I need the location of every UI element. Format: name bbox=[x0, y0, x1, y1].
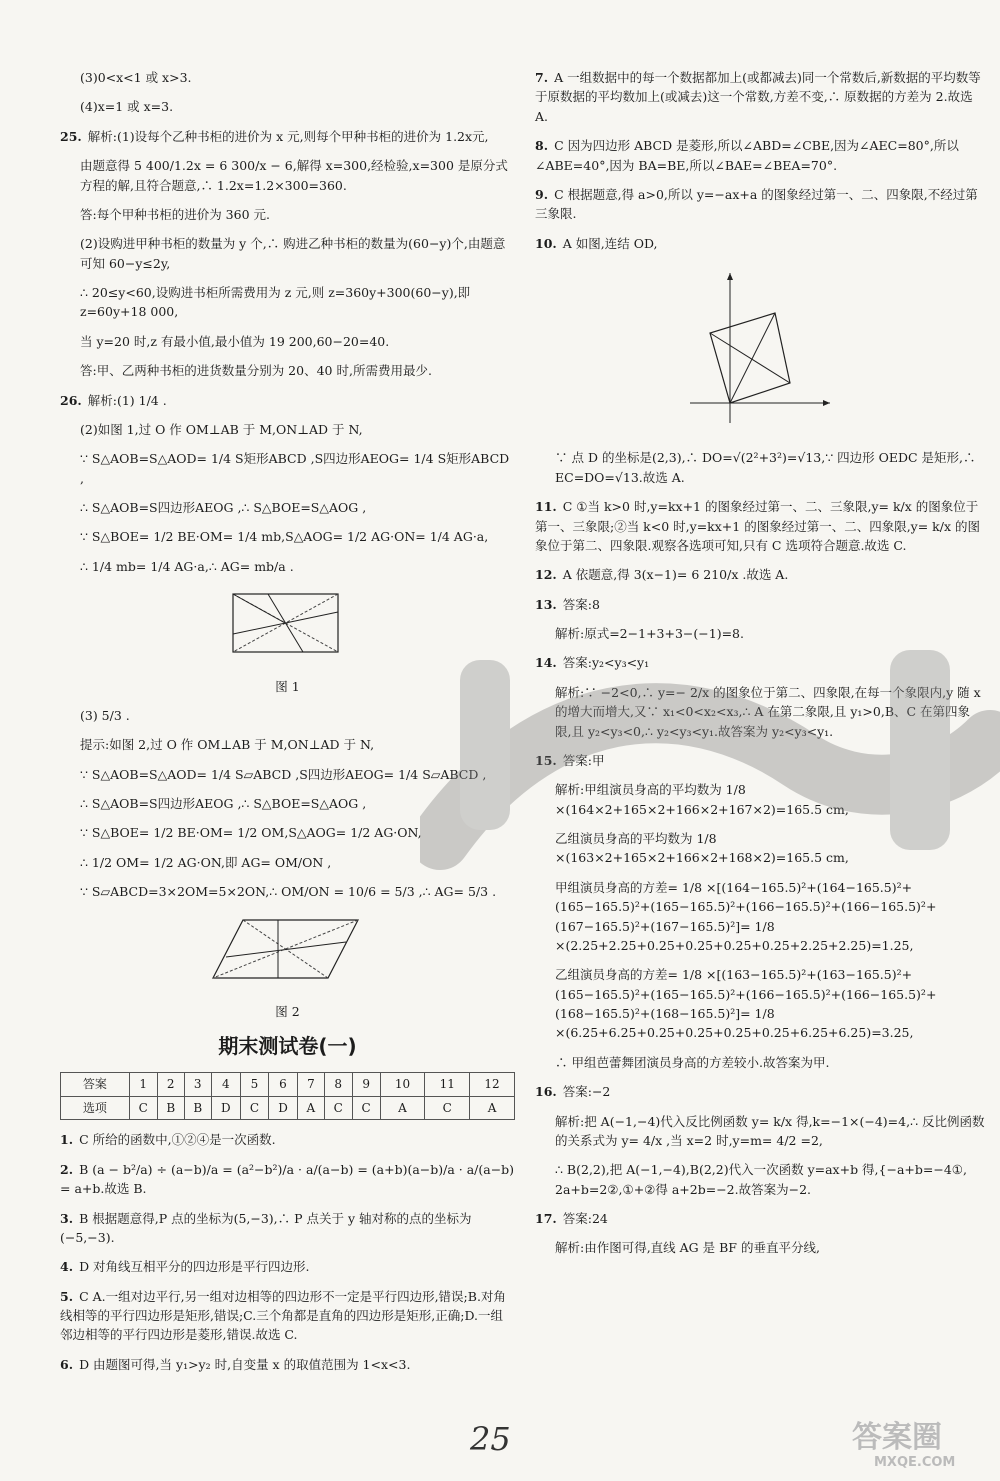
table-row bbox=[61, 1096, 515, 1120]
list-item bbox=[535, 497, 985, 555]
text-line: ∴ B(2,2),把 A(−1,−4),B(2,2)代入一次函数 y=ax+b 得,{−a+b=−4①, 2a+b=2②,①+②得 a+2b=−2.故答案为−2. bbox=[555, 1162, 967, 1197]
list-item bbox=[60, 1130, 515, 1149]
table-cell: D bbox=[268, 1096, 297, 1120]
text-line: 答案:24 bbox=[562, 1211, 608, 1226]
text-line: 解析:∵ −2<0,∴ y=− 2/x 的图象位于第二、四象限,在每一个象限内,y 随 x 的增大而增大,又∵ x₁<0<x₂<x₃,∴ A 在第二象限,且 y₁>0,B、C 在第四象限,且 y₂<y₃<0,∴ y₂<y₃<y₁.故答案为 y₂<y₃<y₁. bbox=[555, 684, 981, 739]
question-number: 11. bbox=[535, 499, 557, 515]
table-cell: 6 bbox=[268, 1073, 297, 1097]
text-line: 当 y=20 时,z 有最小值,最小值为 19 200,60−20=40. bbox=[80, 333, 390, 349]
text-line: (3) 5/3 . bbox=[80, 707, 130, 723]
text-line: 答:甲、乙两种书柜的进货数量分别为 20、40 时,所需费用最少. bbox=[80, 363, 432, 379]
table-cell: 7 bbox=[298, 1073, 325, 1097]
text-line: C A.一组对边平行,另一组对边相等的四边形不一定是平行四边形,错误;B.对角线相等的平行四边形是矩形,错误;C.三个角都是直角的四边形是矩形,正确;D.一组邻边相等的平行四边形是菱形,错误.故选 C. bbox=[60, 1288, 506, 1343]
text-line: 答案:8 bbox=[562, 596, 600, 612]
text-line: 解析:由作图可得,直线 AG 是 BF 的垂直平分线, bbox=[555, 1240, 820, 1256]
question-number: 14. bbox=[535, 655, 557, 671]
left-column bbox=[60, 68, 515, 1384]
text-line: C 因为四边形 ABCD 是菱形,所以∠ABD=∠CBE,因为∠AEC=80°,所以∠ABE=40°,因为 BA=BE,所以∠BAE=∠BEA=70°. bbox=[535, 138, 959, 173]
list-item bbox=[60, 1287, 515, 1345]
text-line: A 如图,连结 OD, bbox=[562, 235, 658, 251]
text-line: 解析:把 A(−1,−4)代入反比例函数 y= k/x 得,k=−1×(−4)=4,∴ 反比例函数的关系式为 y= 4/x ,当 x=2 时,y=m= 4/2 =2, bbox=[555, 1113, 985, 1148]
figure-2-caption: 图 2 bbox=[275, 1003, 300, 1019]
question-number: 8. bbox=[535, 138, 549, 154]
table-cell: D bbox=[211, 1096, 240, 1120]
list-item bbox=[60, 1355, 515, 1374]
text-line: 答案:甲 bbox=[562, 752, 605, 768]
question-number: 25. bbox=[60, 128, 82, 144]
text-line: ∴ 1/4 mb= 1/4 AG·a,∴ AG= mb/a . bbox=[80, 558, 294, 574]
question-number: 6. bbox=[60, 1356, 74, 1372]
text-line: D 由题图可得,当 y₁>y₂ 时,自变量 x 的取值范围为 1<x<3. bbox=[79, 1356, 411, 1372]
text-line: 解析:原式=2−1+3+3−(−1)=8. bbox=[555, 626, 744, 641]
text-line: C 所给的函数中,①②④是一次函数. bbox=[79, 1132, 276, 1148]
text-line: (2)设购进甲种书柜的数量为 y 个,∴ 购进乙种书柜的数量为(60−y)个,由题意可知 60−y≤2y, bbox=[80, 236, 506, 271]
table-cell: C bbox=[240, 1096, 268, 1120]
question-number: 26. bbox=[60, 392, 82, 408]
text-line: ∴ 甲组芭蕾舞团演员身高的方差较小.故答案为甲. bbox=[555, 1054, 830, 1070]
text-line: 解析:(1) 1/4 . bbox=[87, 392, 167, 408]
question-number: 12. bbox=[535, 567, 557, 583]
logo-subtext: MXQE.COM bbox=[874, 1455, 956, 1470]
list-item bbox=[535, 234, 985, 253]
question-number: 16. bbox=[535, 1084, 557, 1100]
question-number: 17. bbox=[535, 1211, 557, 1226]
table-cell: 8 bbox=[324, 1073, 352, 1097]
table-cell: C bbox=[324, 1096, 352, 1120]
logo-text: 答案圈 bbox=[852, 1420, 942, 1455]
figure-q10-coordinate bbox=[535, 263, 985, 438]
list-item bbox=[535, 68, 985, 126]
text-line: B (a − b²/a) ÷ (a−b)/a = (a²−b²)/a · a/(a−b) = (a+b)(a−b)/a · a/(a−b) = a+b.故选 B. bbox=[60, 1161, 515, 1197]
site-logo bbox=[844, 1411, 984, 1471]
table-cell: A bbox=[380, 1096, 425, 1120]
table-cell: 12 bbox=[470, 1073, 515, 1097]
question-number: 15. bbox=[535, 752, 557, 768]
list-item bbox=[535, 185, 985, 224]
text-line: ∵ S▱ABCD=3×2OM=5×2ON,∴ OM/ON = 10/6 = 5/3 ,∴ AG= 5/3 . bbox=[80, 884, 497, 900]
table-cell: 5 bbox=[240, 1073, 268, 1097]
text-line: ∴ 1/2 OM= 1/2 AG·ON,即 AG= OM/ON , bbox=[80, 854, 332, 870]
table-row bbox=[61, 1073, 515, 1097]
table-header: 选项 bbox=[61, 1096, 130, 1120]
text-line: 甲组演员身高的方差= 1/8 ×[(164−165.5)²+(164−165.5)²+(165−165.5)²+(165−165.5)²+(166−165.5)²+(166−165.5)²+(167−165.5)²+(167−165.5)²]= 1/8 ×(2.25+2.25+0.25+0.25+0.25+0.25+2.25+2.25)=1.25, bbox=[555, 879, 937, 953]
question-number: 5. bbox=[60, 1288, 74, 1304]
table-cell: 1 bbox=[129, 1073, 157, 1097]
text-line: A 一组数据中的每一个数据都加上(或都减去)同一个常数后,新数据的平均数等于原数据的平均数加上(或减去)这一个常数,方差不变,∴ 原数据的方差为 2.故选 A. bbox=[535, 70, 981, 124]
table-cell: C bbox=[425, 1096, 470, 1120]
figure-1-rectangle bbox=[60, 586, 515, 666]
question-26 bbox=[60, 391, 515, 1022]
text-line: 由题意得 5 400/1.2x = 6 300/x − 6,解得 x=300,经检验,x=300 是原分式方程的解,且符合题意,∴ 1.2x=1.2×300=360. bbox=[80, 158, 508, 193]
question-number: 13. bbox=[535, 596, 557, 612]
question-number: 4. bbox=[60, 1259, 74, 1275]
right-column bbox=[535, 68, 985, 1268]
text-line: ∴ S△AOB=S四边形AEOG ,∴ S△BOE=S△AOG , bbox=[80, 500, 367, 515]
table-cell: A bbox=[298, 1096, 325, 1120]
text-line: 提示:如图 2,过 O 作 OM⊥AB 于 M,ON⊥AD 于 N, bbox=[80, 737, 375, 753]
table-cell: 4 bbox=[211, 1073, 240, 1097]
text-line: B 根据题意得,P 点的坐标为(5,−3),∴ P 点关于 y 轴对称的点的坐标为(−5,−3). bbox=[60, 1210, 472, 1245]
question-number: 10. bbox=[535, 235, 557, 251]
question-number: 2. bbox=[60, 1161, 74, 1177]
text-line: ∵ S△BOE= 1/2 BE·OM= 1/2 OM,S△AOG= 1/2 AG·ON, bbox=[80, 825, 422, 841]
table-cell: B bbox=[184, 1096, 211, 1120]
text-line: D 对角线互相平分的四边形是平行四边形. bbox=[79, 1259, 310, 1275]
question-number: 7. bbox=[535, 70, 549, 85]
list-item bbox=[60, 1160, 515, 1199]
table-cell: A bbox=[470, 1096, 515, 1120]
text-line: 乙组演员身高的方差= 1/8 ×[(163−165.5)²+(163−165.5)²+(165−165.5)²+(165−165.5)²+(166−165.5)²+(166−165.5)²+(168−165.5)²+(168−165.5)²]= 1/8 ×(6.25+6.25+0.25+0.25+0.25+0.25+6.25+6.25)=3.25, bbox=[555, 967, 937, 1041]
table-cell: 11 bbox=[425, 1073, 470, 1097]
text-line: A 依题意,得 3(x−1)= 6 210/x .故选 A. bbox=[562, 567, 789, 583]
table-header: 答案 bbox=[61, 1073, 130, 1097]
text-line: (2)如图 1,过 O 作 OM⊥AB 于 M,ON⊥AD 于 N, bbox=[80, 421, 363, 437]
text-line: 乙组演员身高的平均数为 1/8 ×(163×2+165×2+166×2+168×2)=165.5 cm, bbox=[555, 831, 849, 866]
figure-2-parallelogram bbox=[60, 912, 515, 992]
list-item bbox=[535, 565, 985, 584]
text-line: C 根据题意,得 a>0,所以 y=−ax+a 的图象经过第一、二、四象限,不经过第三象限. bbox=[535, 186, 978, 222]
text-line: ∵ S△AOB=S△AOD= 1/4 S矩形ABCD ,S四边形AEOG= 1/4 S矩形ABCD , bbox=[80, 451, 510, 486]
question-25 bbox=[60, 127, 515, 381]
question-number: 3. bbox=[60, 1210, 74, 1226]
text-line: ∵ S△AOB=S△AOD= 1/4 S▱ABCD ,S四边形AEOG= 1/4 S▱ABCD , bbox=[80, 766, 487, 782]
figure-1-caption: 图 1 bbox=[275, 678, 300, 694]
list-item bbox=[535, 595, 985, 614]
line-q24-4: (4)x=1 或 x=3. bbox=[80, 99, 174, 115]
table-cell: 10 bbox=[380, 1073, 425, 1097]
table-cell: 9 bbox=[352, 1073, 380, 1097]
table-cell: C bbox=[129, 1096, 157, 1120]
table-cell: 2 bbox=[157, 1073, 184, 1097]
list-item bbox=[60, 1209, 515, 1248]
table-cell: C bbox=[352, 1096, 380, 1120]
text-line: C ①当 k>0 时,y=kx+1 的图象经过第一、二、三象限,y= k/x 的图象位于第一、三象限;②当 k<0 时,y=kx+1 的图象经过第一、二、四象限,y= k/x 的图象位于第二、四象限.观察各选项可知,只有 C 选项符合题意.故选 C. bbox=[535, 499, 980, 553]
text-line: 答案:y₂<y₃<y₁ bbox=[562, 655, 650, 671]
list-item bbox=[60, 1257, 515, 1276]
table-cell: 3 bbox=[184, 1073, 211, 1097]
section-title: 期末测试卷(一) bbox=[218, 1034, 357, 1059]
list-item bbox=[535, 136, 985, 175]
text-line: ∴ 20≤y<60,设购进书柜所需费用为 z 元,则 z=360y+300(60−y),即 z=60y+18 000, bbox=[80, 285, 471, 320]
table-cell: B bbox=[157, 1096, 184, 1120]
text-line: 答案:−2 bbox=[562, 1084, 611, 1100]
text-line: 答:每个甲种书柜的进价为 360 元. bbox=[80, 206, 270, 222]
question-number: 1. bbox=[60, 1132, 74, 1148]
answer-table bbox=[60, 1072, 515, 1120]
text-line: 解析:甲组演员身高的平均数为 1/8 ×(164×2+165×2+166×2+167×2)=165.5 cm, bbox=[555, 782, 849, 817]
text-line: ∵ S△BOE= 1/2 BE·OM= 1/4 mb,S△AOG= 1/2 AG·ON= 1/4 AG·a, bbox=[80, 529, 489, 545]
text-line: 解析:(1)设每个乙种书柜的进价为 x 元,则每个甲种书柜的进价为 1.2x元, bbox=[87, 128, 489, 144]
page-number: 25 bbox=[470, 1420, 511, 1459]
line-q24-3: (3)0<x<1 或 x>3. bbox=[80, 70, 192, 85]
text-line: ∴ S△AOB=S四边形AEOG ,∴ S△BOE=S△AOG , bbox=[80, 796, 367, 811]
text-line: ∵ 点 D 的坐标是(2,3),∴ DO=√(2²+3²)=√13,∵ 四边形 OEDC 是矩形,∴ EC=DO=√13.故选 A. bbox=[555, 450, 976, 485]
question-number: 9. bbox=[535, 186, 549, 202]
